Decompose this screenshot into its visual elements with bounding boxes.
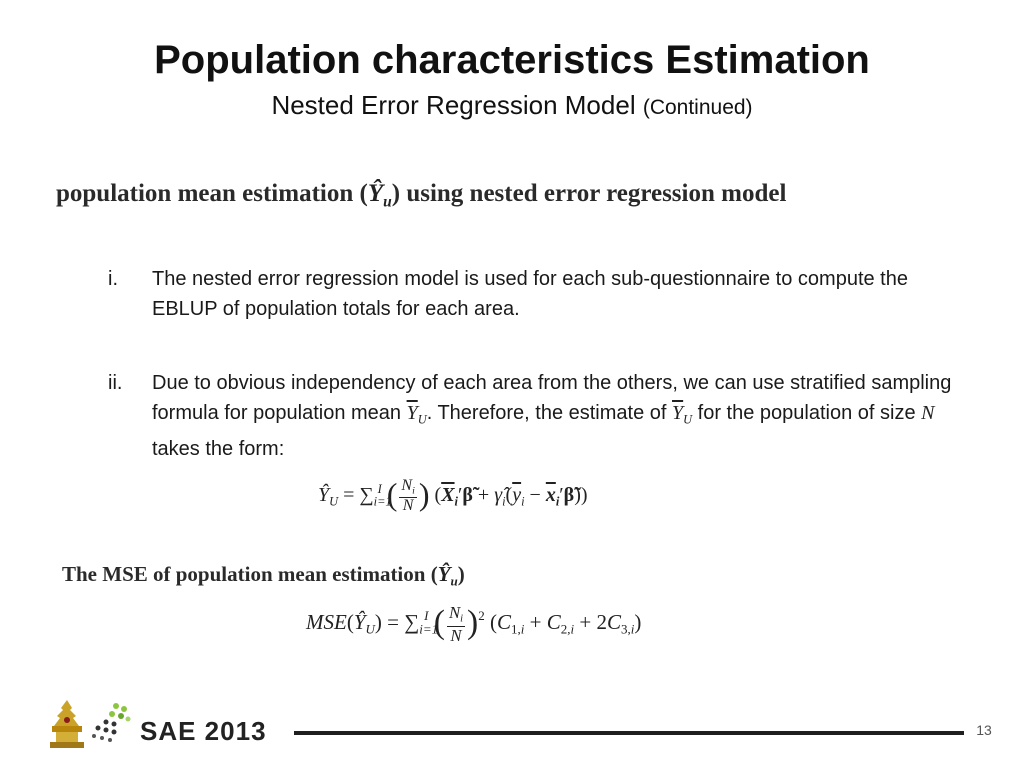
subtitle-note: (Continued) [642,96,753,119]
section1-suffix: ) using nested error regression model [391,180,787,207]
item2-text-part3: for the population of size [697,402,916,424]
slide-subtitle [0,90,1024,121]
section2-suffix: ) [457,562,465,586]
brand-text: SAE 2013 [140,716,267,746]
footer-divider [294,731,964,735]
page-number: 13 [976,722,992,738]
section2-prefix: The MSE of population mean estimation ( [62,562,438,586]
dots-logo [88,700,134,746]
section1-prefix: population mean estimation ( [56,180,368,207]
equation-mse: $MSE(Ŷ_U) = \sum_{i=1}^I$ ( $\frac{N_i}{N}$ )$^2$ $(C_{1,i} + C_{2,i} + 2C_{3,i})$ [306,603,642,645]
item2-text-part4: takes the form: [152,438,285,461]
y-hat-u-symbol: $Ŷ_u$ [437,562,458,589]
y-hat-u-symbol: $Ŷ_u$ [367,180,392,211]
y-bar-u-symbol: $\overline{Y}_U$ [672,402,693,427]
y-bar-u-symbol: $\overline{Y}_U$ [406,402,427,427]
list-item-text [152,368,952,464]
section-heading-mean-estimation [56,180,786,211]
section-heading-mse [62,562,465,590]
university-crest-logo [46,698,88,750]
item2-text-part2: . Therefore, the estimate of [426,402,667,424]
item2-text-part1: Due to obvious independency of each area from the others, we can use stratified sampling formula for population mean [152,372,952,424]
list-item-text: The nested error regression model is used for each sub-questionnaire to compute the EBLUP of population totals for each area. [152,268,908,320]
subtitle-main: Nested Error Regression Model [271,90,636,120]
list-marker: ii. [108,372,123,394]
n-symbol: N [921,402,935,424]
equation-population-mean: $Ŷ_U = \sum_{i=1}^I$ ( $\frac{N_i}{N}$ ) ($\overline{X}_i'\betã$ + $\gammâ_i(\overline{y}_i$ − $\overline{x}_i'\betã$)) [318,476,588,515]
slide-title: Population characteristics Estimation [154,38,870,82]
list-marker: i. [108,268,118,290]
